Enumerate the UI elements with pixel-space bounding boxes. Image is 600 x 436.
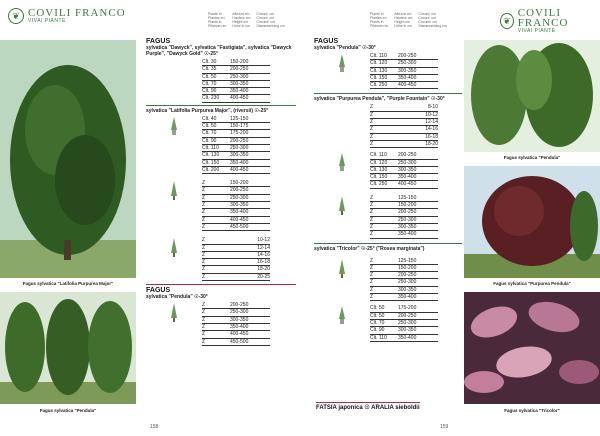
container-plant-icon [170, 116, 178, 136]
leaf-icon: ❦ [8, 8, 24, 24]
page-number-right: 159 [440, 424, 449, 430]
size-table: Clt. 110 200-250 Clt. 120 250-300 Clt. 130 300-350 Clt. 150 350-400 Clt. 250 400-450 [370, 53, 438, 89]
size-table: Z 125-150 Z 150-200 Z 200-250 Z 250-300 Z 300-350 Z 350-400 [370, 195, 438, 239]
section-subtitle: sylvatica "Tricolor" ☉-25° ("Rosea marginata") [314, 245, 425, 252]
left-content [146, 38, 296, 346]
size-table: Clt. 50 175-200 Clt. 50 200-250 Clt. 70 250-300 Clt. 90 300-350 Clt. 110 350-400 [370, 305, 438, 341]
right-content [314, 38, 462, 342]
brand-sub: VIVAI PIANTE [517, 28, 556, 34]
photo-fagus-pendula-right [464, 40, 600, 152]
divider [314, 243, 462, 244]
section-title: FAGUS [146, 38, 171, 45]
size-table: Clt. 30 150-200 Clt. 35 200-250 Clt. 50 250-300 Clt. 70 300-350 Clt. 90 350-400 Clt. 230 400-450 [202, 59, 270, 103]
photo-fagus-purpurea-pendula [464, 166, 600, 278]
field-plant-icon [338, 258, 346, 278]
divider [146, 105, 296, 106]
divider [314, 93, 462, 94]
container-plant-icon [338, 53, 346, 73]
field-plant-icon [170, 302, 178, 322]
caption-right-2: Fagus sylvatica "Purpurea Pendula" [493, 281, 571, 286]
caption-left-2: Fagus sylvatica "Pendula" [39, 408, 97, 413]
header-col: Piante in Plantes en Plants in Pflanzen im [370, 12, 389, 28]
caption-right-1: Fagus sylvatica "Pendula" [503, 155, 561, 160]
photo-fagus-latifolia [0, 40, 136, 278]
size-table: Z 10-12 Z 12-14 Z 14-16 Z 16-18 Z 18-20 Z 20-25 [202, 237, 270, 280]
column-headers-left [208, 12, 285, 28]
header-col: Altezza cm Hauteur cm Height cm Höhe in cm [394, 12, 413, 28]
caption-right-3: Fagus sylvatica "Tricolor" [504, 408, 560, 413]
size-table: Z 125-150 Z 150-200 Z 200-250 Z 250-300 Z 300-350 Z 350-400 [370, 258, 438, 302]
brand-logo-right [500, 8, 600, 34]
brand-name: COVILI FRANCO [28, 7, 126, 19]
section-subtitle: sylvatica "Dawyck", sylvatica "Fastigiata", sylvatica "Dawyck Purple", "Dawyck Gold" ☉-25° [146, 45, 292, 57]
brand-name: COVILI FRANCO [517, 7, 569, 29]
field-plant-icon [170, 180, 178, 200]
photo-fagus-pendula-left [0, 292, 136, 404]
header-col: Circonf. cm Circonf. cm Circumf. cm Stammumfang cm [256, 12, 285, 28]
section-subtitle: sylvatica "Purpurea Pendula", "Purple Fountain" ☉-30° [314, 96, 445, 103]
section-title: FAGUS [314, 38, 339, 45]
caption-left-1: Fagus sylvatica "Latifolia Purpurea Major" [22, 281, 114, 286]
leaf-icon: ❦ [500, 13, 514, 29]
container-plant-icon [338, 305, 346, 325]
section-subtitle: sylvatica "Latifolia Purpurea Major", (riversii) ☉-25° [146, 107, 269, 114]
divider [146, 284, 296, 285]
header-col: Circonf. cm Circonf. cm Circumf. cm Stammumfang cm [418, 12, 447, 28]
size-table: Z 150-200 Z 200-250 Z 250-300 Z 300-350 Z 350-400 Z 400-450 Z 450-500 [202, 180, 270, 231]
field-plant-icon [170, 237, 178, 257]
section-subtitle: sylvatica "Pendula" ☉-30° [146, 294, 208, 301]
photo-fagus-tricolor [464, 292, 600, 404]
size-table: Z 8-10 Z 10-12 Z 12-14 Z 14-16 Z 16-18 Z 18-20 [370, 104, 438, 147]
header-col: Piante in Plantes en Plants in Pflanzen im [208, 12, 227, 28]
section-subtitle: sylvatica "Pendula" ☉-30° [314, 45, 376, 51]
page-number-left: 158 [150, 424, 159, 430]
header-col: Altezza cm Hauteur cm Height cm Höhe in cm [232, 12, 251, 28]
size-table: Z 200-250 Z 250-300 Z 300-350 Z 350-400 Z 400-450 Z 450-500 [202, 302, 270, 346]
size-table: Clt. 110 200-250 Clt. 120 250-300 Clt. 130 300-350 Clt. 150 350-400 Clt. 250 400-450 [370, 152, 438, 188]
section-title: FAGUS [146, 287, 171, 295]
brand-logo-left [8, 8, 126, 24]
footer-next-genus: FATSIA japonica ☉ ARALIA sieboldii [316, 402, 420, 411]
field-plant-icon [338, 195, 346, 215]
column-headers-right [370, 12, 447, 28]
size-table: Clt. 40 125-150 Clt. 50 150-175 Clt. 70 175-200 Clt. 90 200-250 Clt. 110 250-300 Clt. 130 300-350 Clt. 150 350-400 Clt. 200 400-450 [202, 116, 270, 174]
container-plant-icon [338, 152, 346, 172]
brand-sub: VIVAI PIANTE [28, 18, 66, 24]
